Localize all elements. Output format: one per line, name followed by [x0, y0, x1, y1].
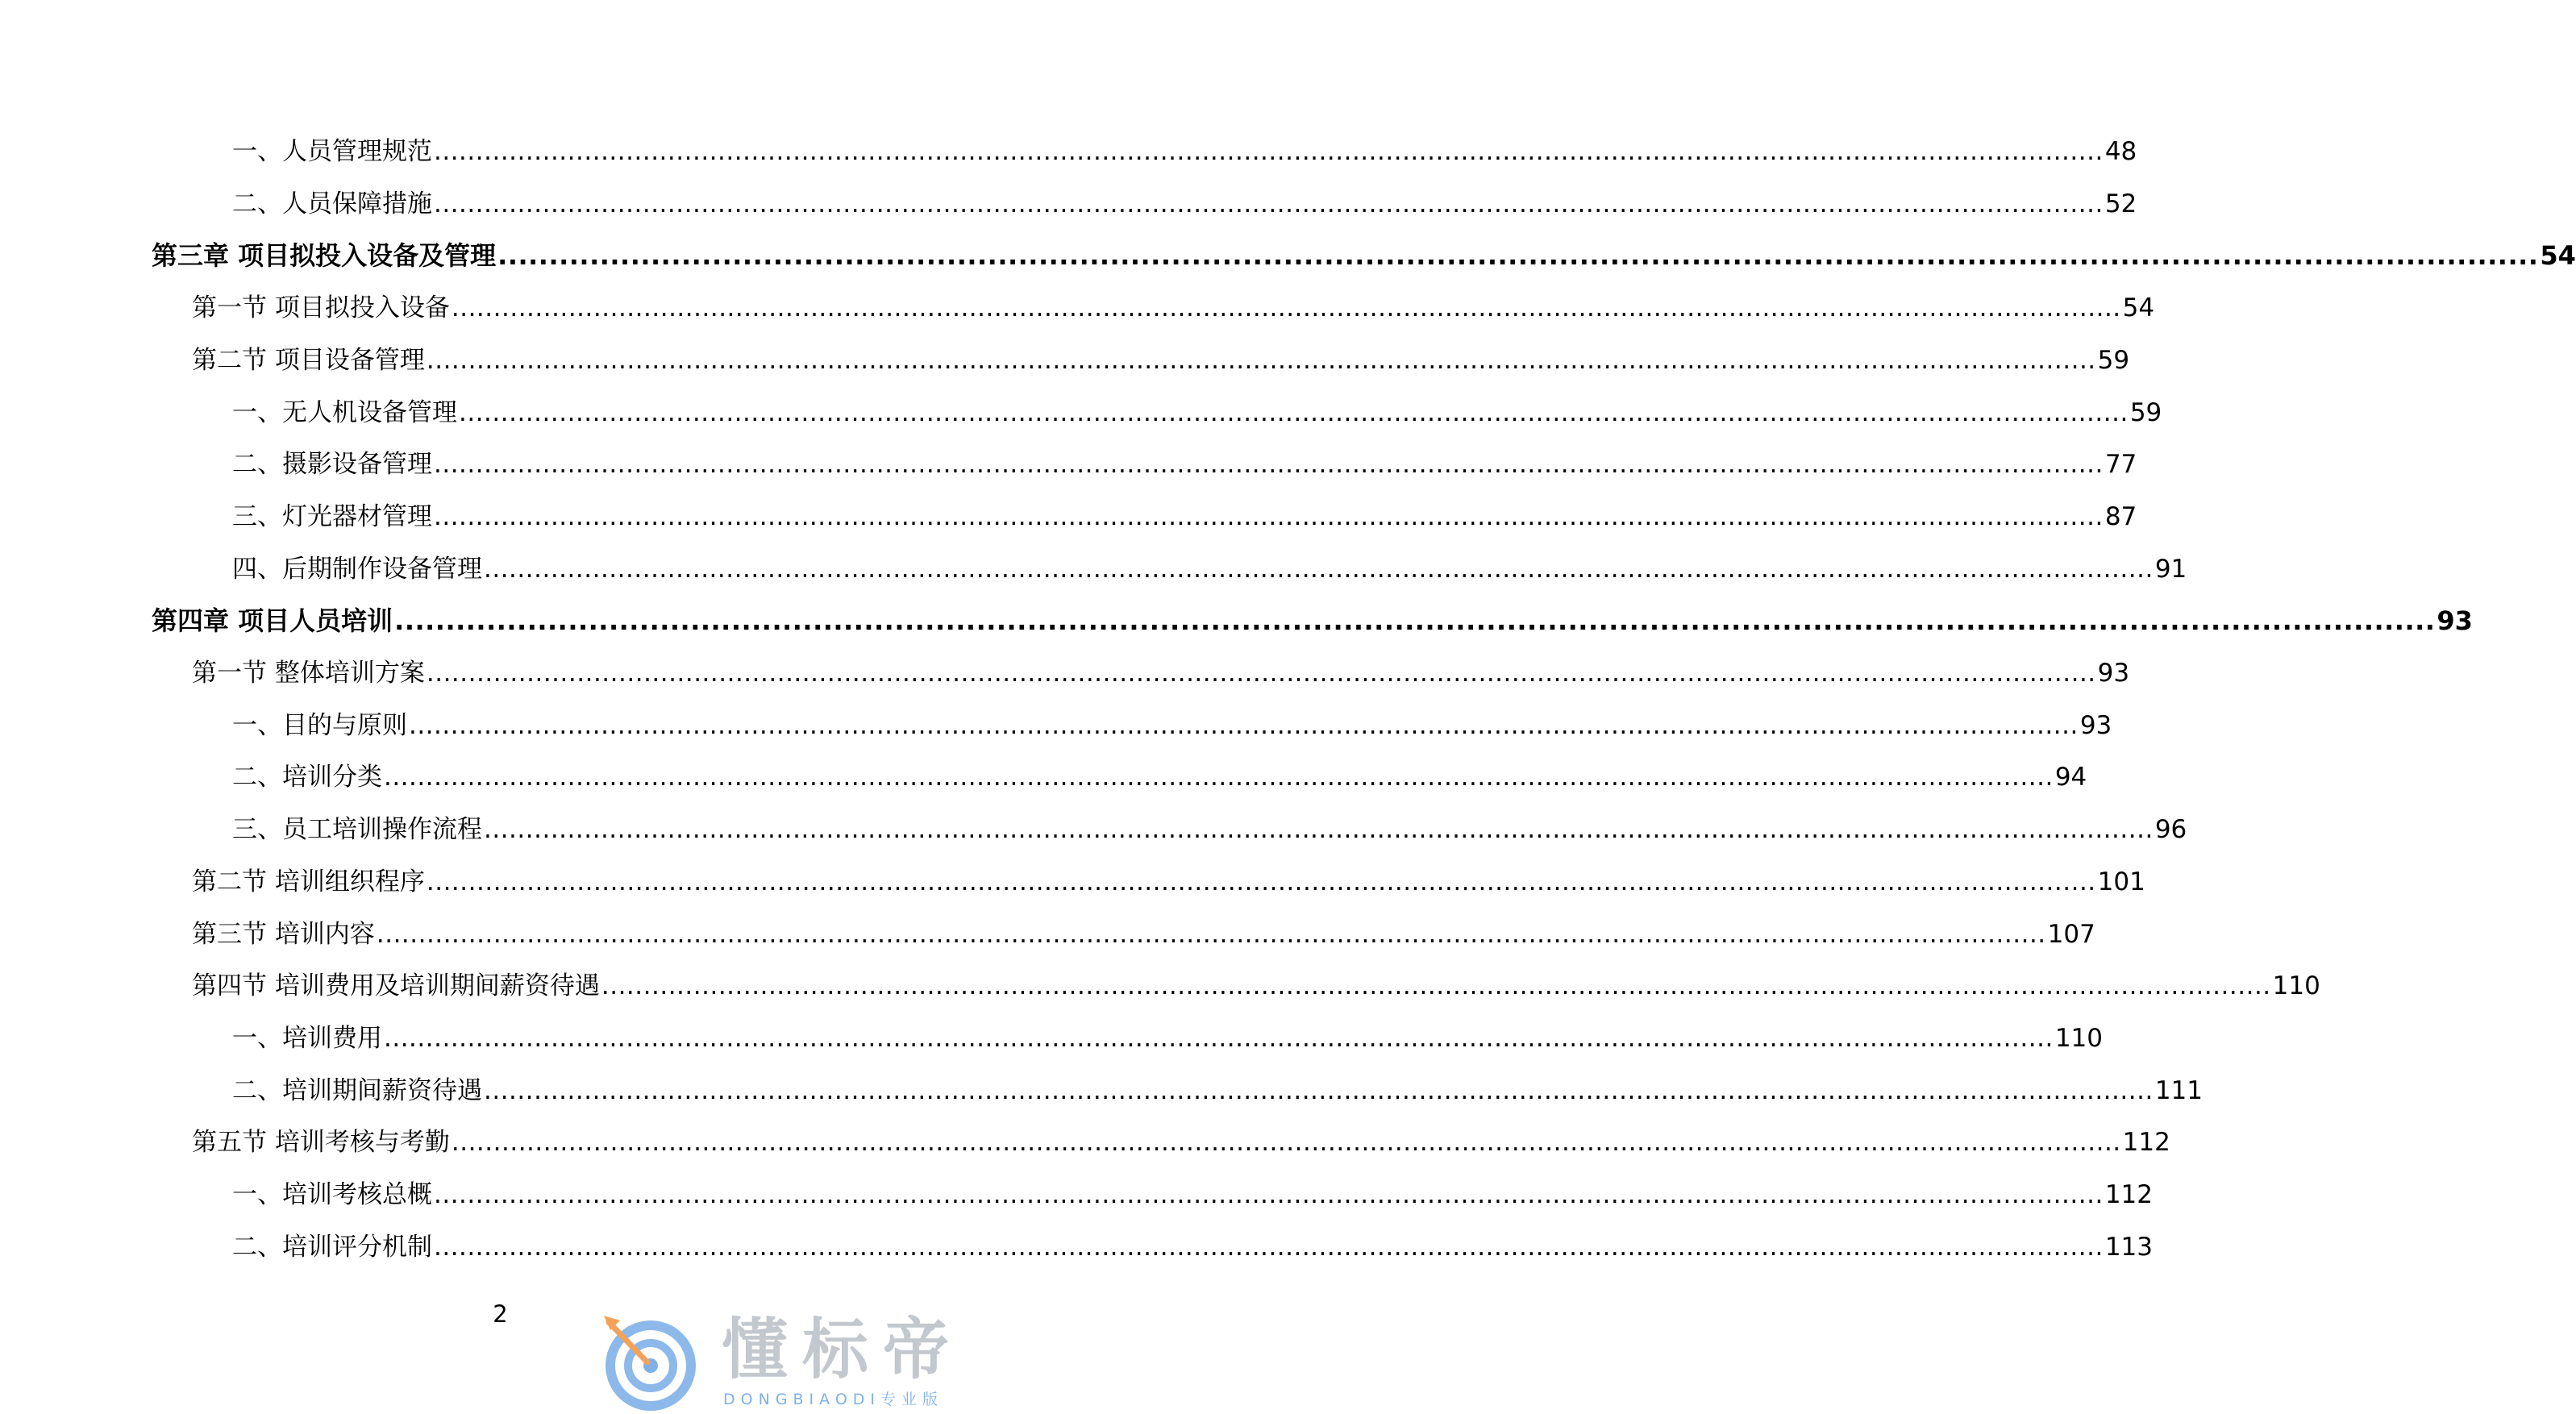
toc-entry[interactable] [192, 970, 2320, 1002]
toc-dot-leader: ........................................................................................................................................................................................................ [434, 502, 2104, 531]
toc-entry-page: 94 [2054, 763, 2087, 792]
toc-entry-title: 一、培训费用 [232, 1024, 382, 1053]
toc-entry[interactable] [232, 1179, 2153, 1211]
toc-entry-title: 二、培训评分机制 [232, 1233, 432, 1262]
toc-entry[interactable] [232, 188, 2137, 220]
toc-entry[interactable] [152, 239, 2576, 272]
toc-dot-leader: ........................................................................................................................................................................................................ [459, 398, 2129, 427]
toc-dot-leader: ........................................................................................................................................................................................................ [426, 346, 2096, 375]
toc-entry-page: 110 [2272, 971, 2320, 1000]
toc-entry-title: 四、后期制作设备管理 [232, 555, 482, 584]
toc-entry-title: 第二节 培训组织程序 [192, 867, 425, 896]
toc-entry-page: 93 [2437, 605, 2473, 636]
toc-entry-title: 第一节 项目拟投入设备 [192, 293, 450, 322]
watermark-subtitle: DONGBIAODI专业版 [723, 1391, 944, 1408]
toc-entry-title: 二、培训分类 [232, 763, 382, 792]
toc-entry-page: 59 [2097, 346, 2130, 375]
toc-entry-title: 一、培训考核总概 [232, 1180, 432, 1209]
toc-entry[interactable] [232, 709, 2112, 742]
toc-entry-page: 54 [2540, 240, 2576, 271]
toc-entry-page: 113 [2104, 1233, 2153, 1262]
toc-entry[interactable] [232, 813, 2187, 846]
watermark-brand: 懂标帝 [722, 1312, 964, 1388]
toc-entry-page: 48 [2104, 137, 2137, 166]
toc-entry[interactable] [232, 448, 2137, 480]
toc-dot-leader: ........................................................................................................................................................................................................ [384, 1024, 2054, 1053]
toc-entry[interactable] [232, 553, 2187, 585]
target-arrow-icon [601, 1312, 701, 1413]
toc-entry[interactable] [192, 344, 2130, 376]
toc-entry[interactable] [152, 605, 2473, 637]
toc-entry-title: 三、员工培训操作流程 [232, 815, 482, 844]
toc-entry-title: 第三节 培训内容 [192, 920, 375, 949]
toc-entry-title: 第一节 整体培训方案 [192, 659, 425, 688]
toc-entry[interactable] [192, 657, 2130, 689]
toc-entry-page: 87 [2104, 502, 2137, 531]
toc-entry-title: 第五节 培训考核与考勤 [192, 1128, 450, 1157]
toc-entry[interactable] [232, 761, 2087, 793]
toc-dot-leader: ........................................................................................................................................................................................................ [434, 450, 2104, 479]
toc-entry-page: 54 [2122, 293, 2155, 322]
toc-entry-page: 91 [2154, 555, 2187, 584]
toc-entry-page: 77 [2104, 450, 2137, 479]
toc-dot-leader: ........................................................................................................................................................................................................ [426, 867, 2096, 896]
toc-entry-page: 93 [2097, 659, 2130, 688]
toc-entry[interactable] [192, 866, 2145, 898]
toc-dot-leader: ........................................................................................................................................................................................................ [497, 240, 2539, 271]
toc-entry-page: 93 [2079, 711, 2112, 740]
toc-dot-leader: ........................................................................................................................................................................................................ [434, 1233, 2104, 1262]
toc-entry-title: 二、人员保障措施 [232, 189, 432, 218]
toc-entry[interactable] [232, 1022, 2103, 1054]
toc-entry-page: 112 [2104, 1180, 2153, 1209]
toc-dot-leader: ........................................................................................................................................................................................................ [451, 1128, 2121, 1157]
toc-entry-page: 111 [2154, 1076, 2203, 1105]
toc-entry-title: 二、培训期间薪资待遇 [232, 1076, 482, 1105]
page-number: 2 [493, 1300, 508, 1328]
toc-dot-leader: ........................................................................................................................................................................................................ [426, 659, 2096, 688]
toc-dot-leader: ........................................................................................................................................................................................................ [394, 605, 2436, 636]
toc-entry-title: 三、灯光器材管理 [232, 502, 432, 531]
toc-dot-leader: ........................................................................................................................................................................................................ [376, 920, 2046, 949]
toc-entry-page: 96 [2154, 815, 2187, 844]
toc-entry[interactable] [192, 918, 2095, 950]
toc-entry-title: 第二节 项目设备管理 [192, 346, 425, 375]
toc-entry-title: 第四章 项目人员培训 [152, 605, 393, 636]
toc-entry[interactable] [232, 1075, 2203, 1107]
toc-dot-leader: ........................................................................................................................................................................................................ [484, 815, 2154, 844]
toc-entry-title: 一、无人机设备管理 [232, 398, 457, 427]
toc-entry-title: 一、目的与原则 [232, 711, 407, 740]
toc-dot-leader: ........................................................................................................................................................................................................ [384, 763, 2054, 792]
toc-dot-leader: ........................................................................................................................................................................................................ [451, 293, 2121, 322]
toc-dot-leader: ........................................................................................................................................................................................................ [434, 1180, 2104, 1209]
toc-entry-page: 107 [2047, 920, 2095, 949]
toc-dot-leader: ........................................................................................................................................................................................................ [434, 137, 2104, 166]
watermark [601, 1306, 988, 1414]
toc-dot-leader: ........................................................................................................................................................................................................ [601, 971, 2271, 1000]
toc-dot-leader: ........................................................................................................................................................................................................ [484, 555, 2154, 584]
toc-entry[interactable] [232, 397, 2162, 429]
toc-entry-page: 110 [2054, 1024, 2103, 1053]
toc-dot-leader: ........................................................................................................................................................................................................ [434, 189, 2104, 218]
toc-entry[interactable] [232, 135, 2137, 168]
toc-entry-title: 第三章 项目拟投入设备及管理 [152, 240, 497, 271]
toc-entry[interactable] [192, 292, 2155, 324]
toc-entry[interactable] [192, 1126, 2170, 1158]
toc-entry[interactable] [232, 1231, 2153, 1263]
toc-entry-page: 52 [2104, 189, 2137, 218]
toc-entry-page: 112 [2122, 1128, 2170, 1157]
toc-entry-title: 二、摄影设备管理 [232, 450, 432, 479]
toc-dot-leader: ........................................................................................................................................................................................................ [484, 1076, 2154, 1105]
toc-entry[interactable] [232, 501, 2137, 533]
toc-entry-title: 一、人员管理规范 [232, 137, 432, 166]
toc-entry-title: 第四节 培训费用及培训期间薪资待遇 [192, 971, 600, 1000]
toc-entry-page: 59 [2129, 398, 2162, 427]
toc-entry-page: 101 [2097, 867, 2145, 896]
toc-dot-leader: ........................................................................................................................................................................................................ [409, 711, 2079, 740]
